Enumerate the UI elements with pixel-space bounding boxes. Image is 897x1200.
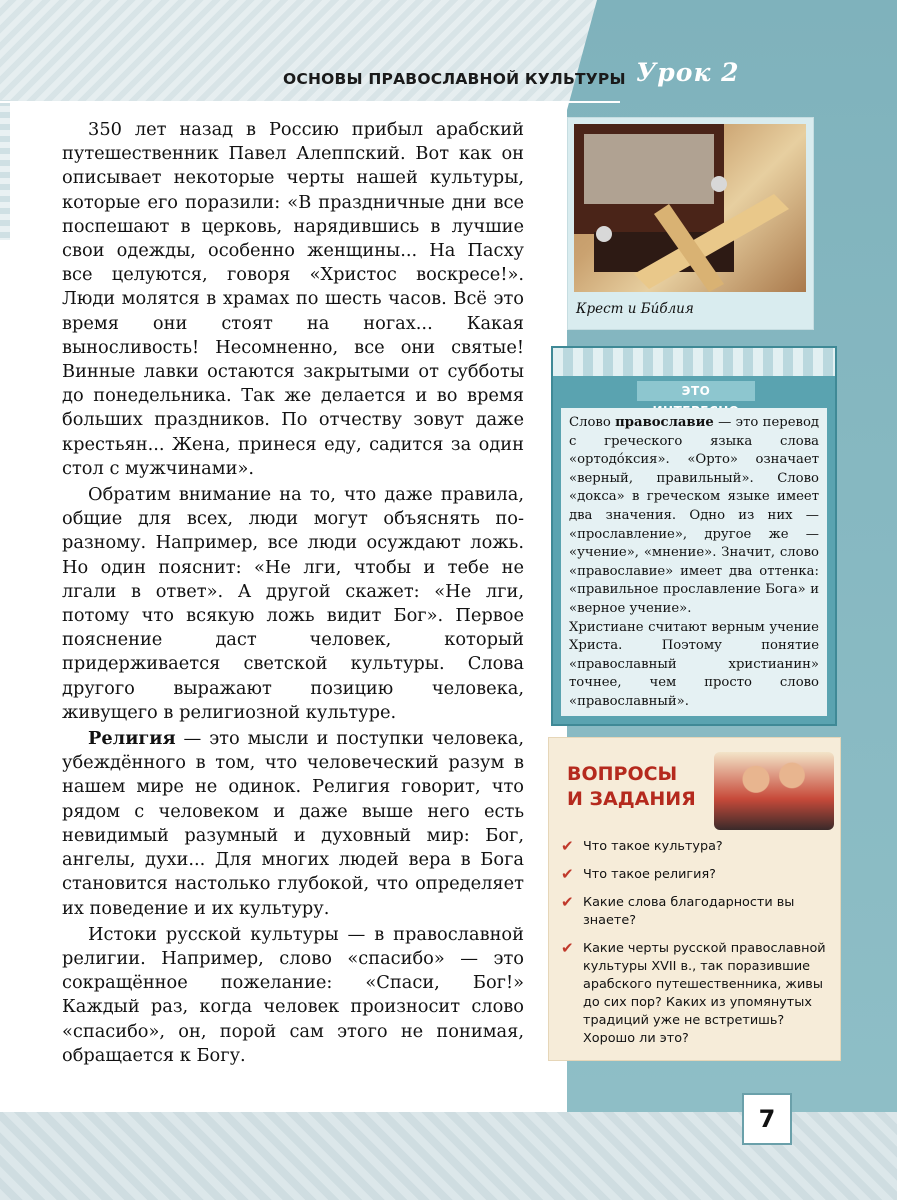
question-item: ✔ Что такое культура? [561,837,723,855]
paragraph-2: Обратим внимание на то, что даже правила, общие для всех, люди могут объяснять по-разному. Например, все люди осуждают ложь. Но один пояснит: «Не лги, чтобы и тебе не лгали в ответ». А другой скажет: «Не лги, потому что всякую ложь видит Бог». Первое пояснение даст человек, который придерживается светской культуры. Слова другого выражают позицию человека, живущего в религиозной культуре. [62,484,524,723]
paragraph-4: Истоки русской культуры — в православной религии. Например, слово «спасибо» — это сокращённое пожелание: «Спаси, Бог!» Каждый раз, когда человек произносит слово «спасибо», он, порой сам этого не понимая, обращается к Богу. [62,923,524,1066]
question-item: ✔ Что такое религия? [561,865,716,883]
interest-paragraph-2: Христиане считают верным учение Христа. Поэтому понятие «православный христианин» точнее, чем просто слово «православный». [569,619,819,709]
checkmark-icon: ✔ [561,893,574,911]
interest-term: православие [615,415,714,430]
interest-box [551,346,837,726]
term-religion: Религия [88,728,176,750]
checkmark-icon: ✔ [561,837,574,855]
photo-caption: Крест и Би́блия [576,301,694,317]
questions-list [557,838,833,1058]
checkmark-icon: ✔ [561,865,574,883]
question-item: ✔ Какие черты русской православной культуры XVII в., так поразившие арабского путешественника, живы до сих пор? Каких из упомянутых традиций уже не встретишь? Хорошо ли это? [561,939,826,1046]
interest-ornament [553,348,835,376]
paragraph-1: 350 лет назад в Россию прибыл арабский путешественник Павел Алеппский. Вот как он описывает некоторые черты нашей культуры, которые его поразили: «В праздничные дни все поспешают в церковь, нарядившись в лучшие свои одежды, особенно женщины... На Пасху все целуются, говоря «Христос воскресе!». Люди молятся в храмах по шесть часов. Всё это время они стоят на ногах... Какая выносливость! Несомненно, все они святые! Винные лавки остаются закрытыми от субботы до понедельника. Так же делается и во время больших праздников. По отчеству зовут даже крестьян... Жена, принеся еду, садится за один стол с мужчинами». [62,119,524,479]
header-rule [0,101,620,103]
checkmark-icon: ✔ [561,939,574,957]
questions-box [548,737,841,1061]
questions-title: ВОПРОСЫ И ЗАДАНИЯ [567,763,696,810]
interest-label: ЭТО [637,381,755,401]
page-header-title: ОСНОВЫ ПРАВОСЛАВНОЙ КУЛЬТУРЫ [283,70,626,88]
interest-paragraph-1: Слово православие — это перевод с греческого языка слова «ортодо́ксия». «Орто» означает «верный, правильный». Слово «докса» в греческом языке имеет два значения. Одно из них — «прославление», другое же — «учение», «мнение». Значит, слово «православие» имеет два оттенка: «правильное прославление Бога» и «верное учение». [569,415,819,616]
bible-ornament [584,134,714,204]
clasp-1 [596,226,612,242]
main-text [62,118,524,1068]
question-item: ✔ Какие слова благодарности вы знаете? [561,893,795,928]
paragraph-3 [62,727,524,921]
children-reading-image [714,752,834,830]
page-number: 7 [742,1093,792,1145]
cross-bible-illustration [574,124,806,292]
photo-frame [567,117,814,330]
cross-and-bible-photo [574,124,806,292]
lesson-label: Урок 2 [636,58,740,87]
decorative-strip-left [0,100,10,240]
clasp-2 [711,176,727,192]
interest-body [561,408,827,716]
paragraph-3-text: — это мысли и поступки человека, убеждённого в том, что человеческий разум в нашем мире не одинок. Религия говорит, что рядом с человеком и даже выше него есть невидимый разумный и духовный мир: Бог, ангелы, духи... Для многих людей вера в Бога становится настолько глубокой, что определяет их поведение и их культуру. [62,728,524,919]
